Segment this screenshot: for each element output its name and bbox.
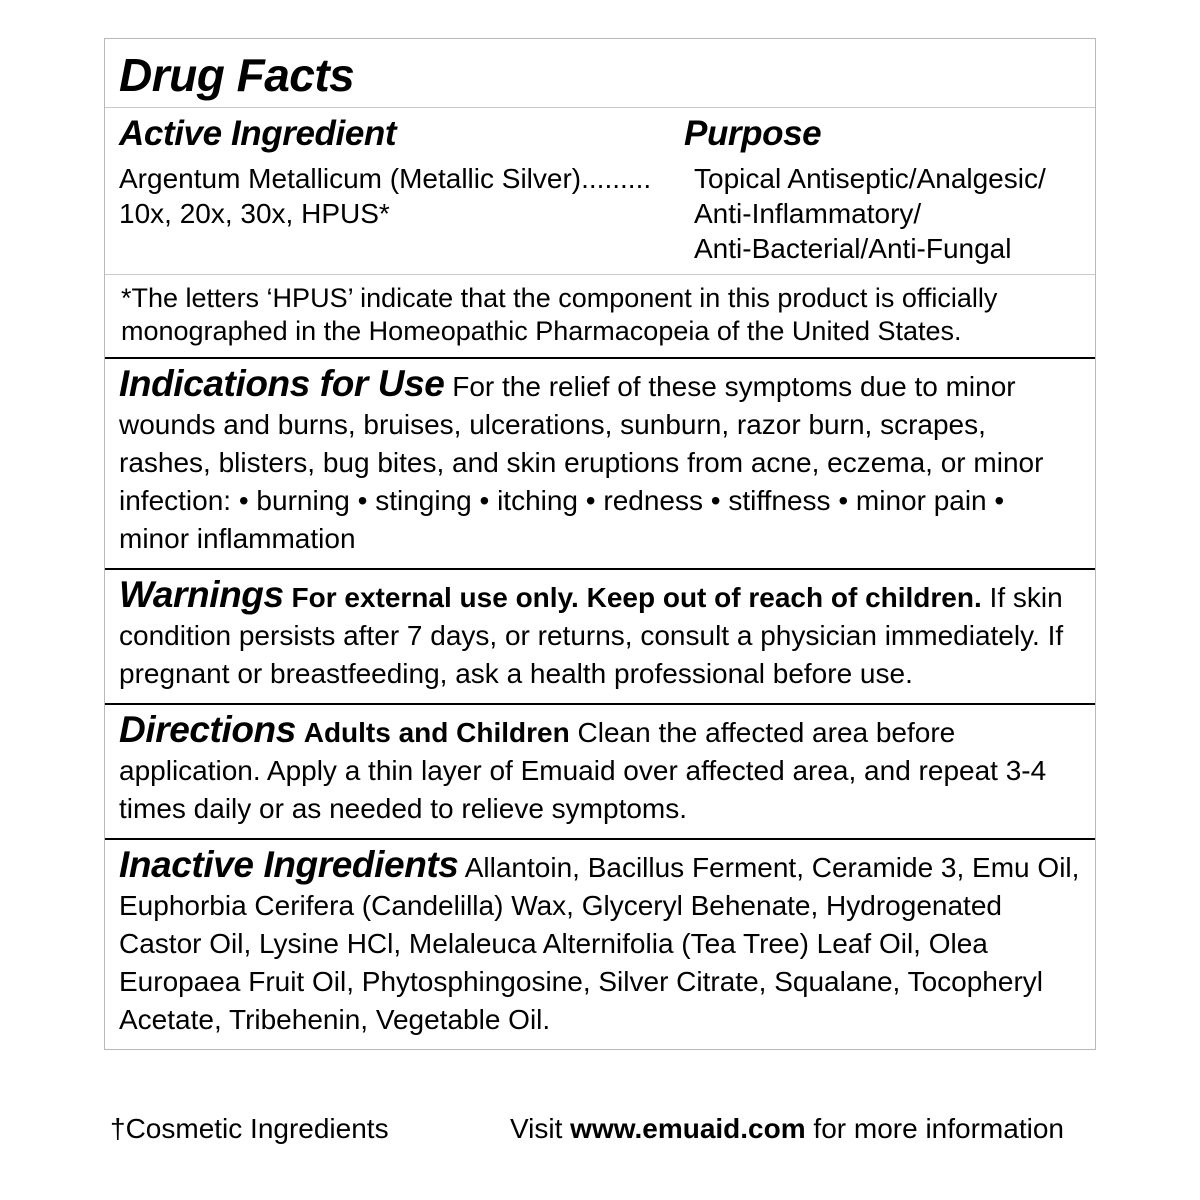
warnings-heading: Warnings — [119, 574, 284, 615]
page-title: Drug Facts — [119, 49, 355, 101]
indications-section — [105, 359, 1095, 568]
purpose-line-3: Anti-Bacterial/Anti-Fungal — [694, 233, 1012, 264]
purpose-value — [694, 161, 1081, 266]
directions-bold-text: Adults and Children — [303, 717, 570, 748]
warnings-text: If skin condition persists after 7 days, or returns, consult a physician immediately. If pregnant or breastfeeding, ask a health professional before use. — [119, 582, 1064, 689]
cosmetic-ingredients-note: †Cosmetic Ingredients — [110, 1113, 389, 1144]
directions-heading: Directions — [119, 709, 296, 750]
active-ingredient-line-2: 10x, 20x, 30x, HPUS* — [119, 198, 390, 229]
hpus-footnote: *The letters ‘HPUS’ indicate that the component in this product is officially monographed in the Homeopathic Pharmacopeia of the United States. — [121, 283, 998, 346]
active-ingredient-line-1: Argentum Metallicum (Metallic Silver)......... — [119, 163, 652, 194]
ingredient-purpose-headings — [105, 108, 1095, 158]
warnings-section — [105, 570, 1095, 703]
website-link[interactable]: www.emuaid.com — [570, 1113, 806, 1144]
drug-facts-panel — [104, 38, 1096, 1050]
indications-text: For the relief of these symptoms due to minor wounds and burns, bruises, ulcerations, sunburn, razor burn, scrapes, rashes, blisters, bug bites, and skin eruptions from acne, eczema, or minor infection: • burning • stinging • itching • redness • stiffness • minor pain • minor inflammation — [119, 371, 1044, 554]
visit-website-note — [510, 1112, 1082, 1146]
visit-suffix: for more information — [805, 1113, 1064, 1144]
label-footer — [104, 1112, 1096, 1146]
ingredient-purpose-body — [105, 158, 1095, 274]
purpose-line-2: Anti-Inflammatory/ — [694, 198, 922, 229]
directions-section — [105, 705, 1095, 838]
active-ingredient-value — [119, 161, 694, 266]
purpose-heading: Purpose — [684, 114, 822, 153]
visit-prefix: Visit — [510, 1113, 571, 1144]
inactive-ingredients-section — [105, 840, 1095, 1049]
active-ingredient-heading: Active Ingredient — [119, 114, 397, 153]
inactive-ingredients-heading: Inactive Ingredients — [119, 844, 459, 885]
indications-heading: Indications for Use — [119, 363, 445, 404]
inactive-ingredients-text: Allantoin, Bacillus Ferment, Ceramide 3, Emu Oil, Euphorbia Cerifera (Candelilla) Wax, Glyceryl Behenate, Hydrogenated Castor Oil, Lysine HCl, Melaleuca Alternifolia (Tea Tree) Leaf Oil, Olea Europaea Fruit Oil, Phytosphingosine, Silver Citrate, Squalane, Tocopheryl Acetate, Tribehenin, Vegetable Oil. — [119, 852, 1080, 1035]
purpose-line-1: Topical Antiseptic/Analgesic/ — [694, 163, 1046, 194]
warnings-bold-text: For external use only. Keep out of reach of children. — [291, 582, 982, 613]
directions-text: Clean the affected area before application. Apply a thin layer of Emuaid over affected area, and repeat 3-4 times daily or as needed to relieve symptoms. — [119, 717, 1047, 824]
